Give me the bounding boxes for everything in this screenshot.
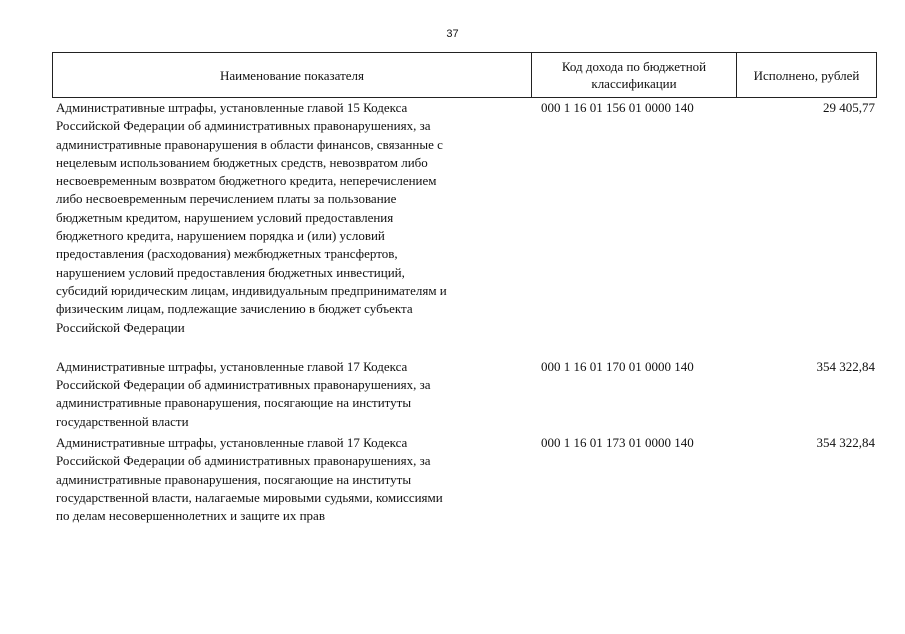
row-name-line: физическим лицам, подлежащие зачислению в бюджет субъекта — [56, 301, 413, 317]
row-name-line: государственной власти, налагаемые мировыми судьями, комиссиями — [56, 489, 443, 505]
row-code: 000 1 16 01 173 01 0000 140 — [541, 435, 694, 451]
row-done: 354 322,84 — [816, 435, 875, 451]
row-name-line: бюджетного кредита, нарушением порядка и (или) условий — [56, 228, 385, 244]
row-code: 000 1 16 01 156 01 0000 140 — [541, 100, 694, 115]
row-name-line: административные правонарушения, посягающие на институты — [56, 471, 412, 487]
row-name-line: либо несвоевременным перечислением платы за пользование — [56, 191, 397, 207]
table-header — [52, 52, 877, 98]
table-row — [52, 99, 877, 337]
row-name-line: административные правонарушения, посягающие на институты — [56, 395, 412, 411]
row-name-line: Российской Федерации — [56, 319, 185, 335]
row-name-line: Российской Федерации об административных правонарушениях, за — [56, 118, 431, 134]
header-code — [532, 53, 737, 97]
page-number: 37 — [446, 28, 459, 40]
row-name-line: несвоевременным возвратом бюджетного кредита, неперечислением — [56, 173, 437, 189]
row-name-line: субсидий юридическим лицам, индивидуальным предпринимателям и — [56, 282, 447, 298]
row-name-line: бюджетным кредитом, нарушением условий предоставления — [56, 209, 394, 225]
row-done: 354 322,84 — [816, 358, 875, 374]
table-row — [52, 434, 877, 525]
row-name-line: Российской Федерации об административных правонарушениях, за — [56, 453, 431, 469]
row-name — [52, 358, 531, 431]
row-name-line: по делам несовершеннолетних и защите их прав — [56, 508, 325, 524]
table-body — [52, 99, 877, 526]
row-name-line: государственной власти — [56, 413, 189, 429]
row-name — [52, 99, 531, 337]
table-row — [52, 358, 877, 431]
row-name-line: предоставления (расходования) межбюджетных трансфертов, — [56, 246, 398, 262]
header-done: Исполнено, рублей — [753, 67, 860, 83]
row-name — [52, 434, 531, 525]
row-name-line: административные правонарушения в области финансов, связанные с — [56, 136, 443, 152]
row-code: 000 1 16 01 170 01 0000 140 — [541, 358, 694, 374]
row-name-line: нецелевым использованием бюджетных средств, невозвратом либо — [56, 154, 428, 170]
row-name-line: Административные штрафы, установленные главой 17 Кодекса — [56, 358, 408, 374]
header-code-line: классификации — [591, 76, 677, 91]
row-name-line: Административные штрафы, установленные главой 15 Кодекса — [56, 100, 408, 115]
header-code-line: Код дохода по бюджетной — [561, 59, 707, 74]
row-name-line: нарушением условий предоставления бюджетных инвестиций, — [56, 264, 405, 280]
row-done: 29 405,77 — [823, 100, 875, 115]
header-name: Наименование показателя — [53, 53, 532, 97]
row-name-line: Российской Федерации об административных правонарушениях, за — [56, 377, 431, 393]
row-name-line: Административные штрафы, установленные главой 17 Кодекса — [56, 435, 408, 451]
